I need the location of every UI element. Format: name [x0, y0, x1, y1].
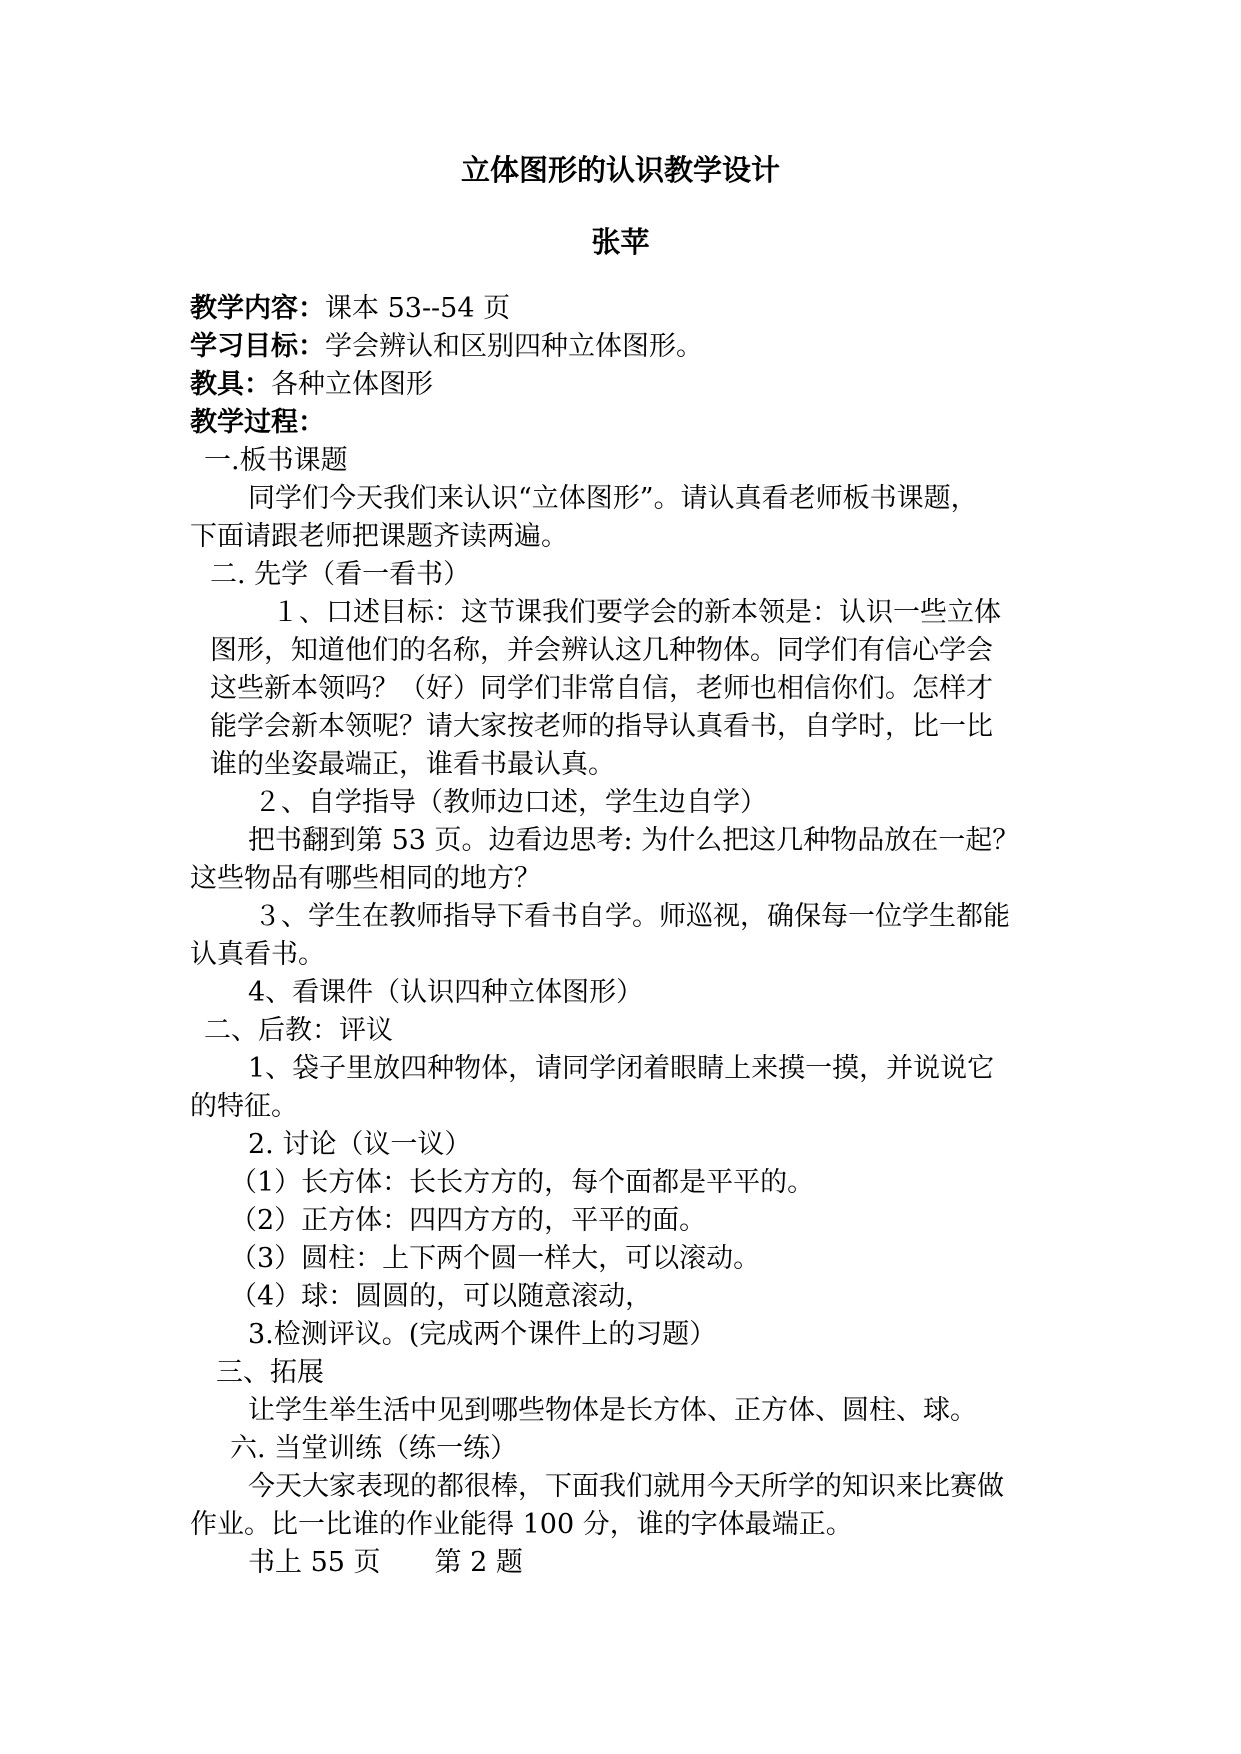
paragraph-line: 这些物品有哪些相同的地方？ — [190, 863, 541, 894]
field-content — [190, 290, 1060, 328]
field-label: 教具： — [190, 369, 271, 400]
section-heading: 三、拓展 — [216, 1357, 324, 1388]
paragraph-line: 1、袋子里放四种物体，请同学闭着眼睛上来摸一摸，并说说它 — [248, 1053, 995, 1084]
paragraph-line: 下面请跟老师把课题齐读两遍。 — [190, 521, 568, 552]
paragraph-line: ２、自学指导（教师边口述，学生边自学） — [254, 787, 767, 818]
paragraph-line: 书上 55 页 第 2 题 — [248, 1547, 523, 1578]
paragraph-line: １、口述目标：这节课我们要学会的新本领是：认识一些立体 — [272, 597, 1001, 628]
paragraph-line: 让学生举生活中见到哪些物体是长方体、正方体、圆柱、球。 — [248, 1395, 977, 1426]
field-tools — [190, 366, 1060, 404]
field-label: 学习目标： — [190, 331, 325, 362]
document-author: 张苹 — [591, 225, 650, 259]
list-item: （4）球：圆圆的，可以随意滚动， — [230, 1281, 653, 1312]
field-label: 教学内容： — [190, 293, 325, 324]
document-title: 立体图形的认识教学设计 — [460, 153, 780, 187]
field-value: 各种立体图形 — [271, 369, 433, 400]
document-body — [190, 290, 1060, 1582]
section-heading: 二. 先学（看一看书） — [210, 559, 471, 590]
section-heading: 六. 当堂训练（练一练） — [230, 1433, 518, 1464]
field-objective — [190, 328, 1060, 366]
paragraph-line: 同学们今天我们来认识“立体图形”。请认真看老师板书课题， — [248, 483, 978, 514]
paragraph-line: 的特征。 — [190, 1091, 298, 1122]
paragraph-line: 图形，知道他们的名称，并会辨认这几种物体。同学们有信心学会 — [210, 635, 993, 666]
list-item: （1）长方体：长长方方的，每个面都是平平的。 — [230, 1167, 815, 1198]
paragraph-line: 作业。比一比谁的作业能得 100 分，谁的字体最端正。 — [190, 1509, 853, 1540]
paragraph-line: 4、看课件（认识四种立体图形） — [248, 977, 644, 1008]
section-heading: 二、后教：评议 — [204, 1015, 393, 1046]
paragraph-line: 3.检测评议。(完成两个课件上的习题） — [248, 1319, 717, 1350]
paragraph-line: 2. 讨论（议一议） — [248, 1129, 472, 1160]
paragraph-line: ３、学生在教师指导下看书自学。师巡视，确保每一位学生都能 — [254, 901, 1010, 932]
field-value: 课本 53--54 页 — [325, 293, 511, 324]
paragraph-line: 这些新本领吗？（好）同学们非常自信，老师也相信你们。怎样才 — [210, 673, 993, 704]
paragraph-line: 今天大家表现的都很棒，下面我们就用今天所学的知识来比赛做 — [248, 1471, 1004, 1502]
list-item: （2）正方体：四四方方的，平平的面。 — [230, 1205, 707, 1236]
paragraph-line: 谁的坐姿最端正，谁看书最认真。 — [210, 749, 615, 780]
paragraph-line: 认真看书。 — [190, 939, 325, 970]
field-process — [190, 404, 1060, 442]
field-label: 教学过程： — [190, 407, 325, 438]
paragraph-line: 能学会新本领呢？请大家按老师的指导认真看书，自学时，比一比 — [210, 711, 993, 742]
paragraph-line: 把书翻到第 53 页。边看边思考: 为什么把这几种物品放在一起？ — [248, 825, 1020, 856]
field-value: 学会辨认和区别四种立体图形。 — [325, 331, 703, 362]
list-item: （3）圆柱：上下两个圆一样大，可以滚动。 — [230, 1243, 761, 1274]
section-heading: 一.板书课题 — [204, 445, 348, 476]
